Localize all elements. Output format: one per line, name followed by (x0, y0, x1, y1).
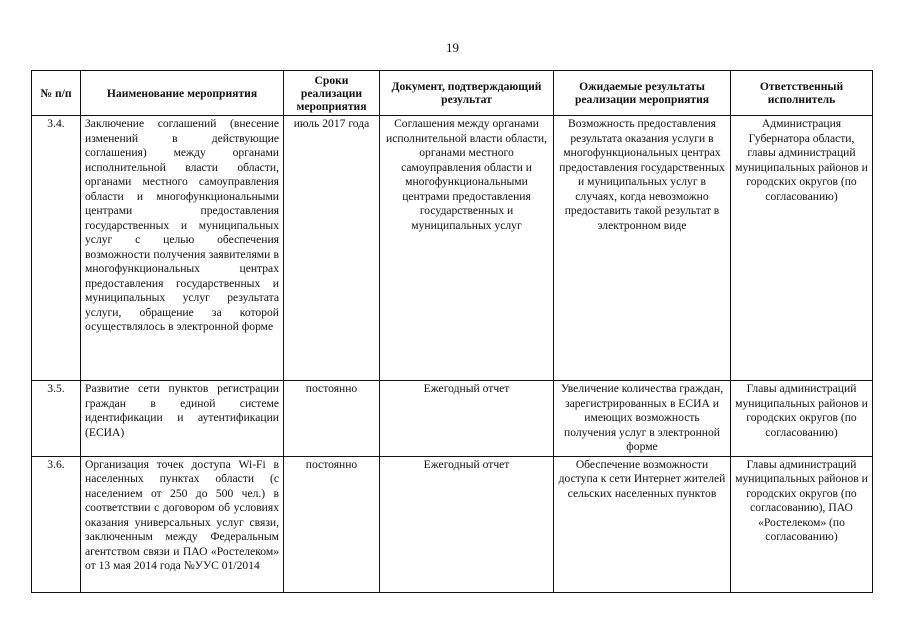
row-document: Соглашения между органами исполнительной власти области, органами местного самоуправления области и многофункциональными центрами предоставления государственных и муниципальных услуг (380, 116, 554, 381)
header-name: Наименование мероприятия (81, 71, 284, 116)
row-expected-result: Обеспечение возможности доступа к сети Интернет жителей сельских населенных пунктов (554, 456, 731, 592)
row-num: 3.6. (32, 456, 81, 592)
row-responsible: Администрация Губернатора области, главы администраций муниципальных районов и городских округов (по согласованию) (731, 116, 873, 381)
page-number: 19 (446, 40, 459, 55)
header-expected: Ожидаемые результаты реализации мероприятия (554, 71, 731, 116)
header-num: № п/п (32, 71, 81, 116)
row-expected-result: Возможность предоставления результата оказания услуги в многофункциональных центрах предоставления государственных и муниципальных услуг в случаях, когда невозможно предоставить такой результат в электронном виде (554, 116, 731, 381)
header-document: Документ, подтверждающий результат (380, 71, 554, 116)
measures-table (31, 70, 873, 593)
row-measure-name: Развитие сети пунктов регистрации граждан в единой системе идентификации и аутентификации (ЕСИА) (81, 381, 284, 457)
header-responsible: Ответственный исполнитель (731, 71, 873, 116)
row-measure-name: Заключение соглашений (внесение изменений в действующие соглашения) между органами исполнительной власти области, органами местного самоуправления области и многофункциональными центрами предоставления государственных и муниципальных услуг с целью обеспечения возможности получения заявителями в многофункциональных центрах предоставления государственных и муниципальных услуг результата услуги, обращение за которой осуществлялось в электронной форме (81, 116, 284, 381)
row-expected-result: Увеличение количества граждан, зарегистрированных в ЕСИА и имеющих возможность получения услуг в электронной форме (554, 381, 731, 457)
row-deadline: постоянно (284, 456, 380, 592)
row-responsible: Главы администраций муниципальных районов и городских округов (по согласованию) (731, 381, 873, 457)
header-deadline: Сроки реализации мероприятия (284, 71, 380, 116)
row-num: 3.4. (32, 116, 81, 381)
row-measure-name: Организация точек доступа Wi-Fi в населенных пунктах области (с населением от 250 до 500 чел.) в соответствии с договором об условиях оказания универсальных услуг связи, заключенным между Федеральным агентством связи и ПАО «Ростелеком» от 13 мая 2014 года №УУС 01/2014 (81, 456, 284, 592)
row-responsible: Главы администраций муниципальных районов и городских округов (по согласованию), ПАО «Ростелеком» (по согласованию) (731, 456, 873, 592)
row-deadline: постоянно (284, 381, 380, 457)
table-row (32, 381, 873, 457)
table-row (32, 456, 873, 592)
table-header-row (32, 71, 873, 116)
row-deadline: июль 2017 года (284, 116, 380, 381)
row-num: 3.5. (32, 381, 81, 457)
row-document: Ежегодный отчет (380, 456, 554, 592)
table-row (32, 116, 873, 381)
row-document: Ежегодный отчет (380, 381, 554, 457)
